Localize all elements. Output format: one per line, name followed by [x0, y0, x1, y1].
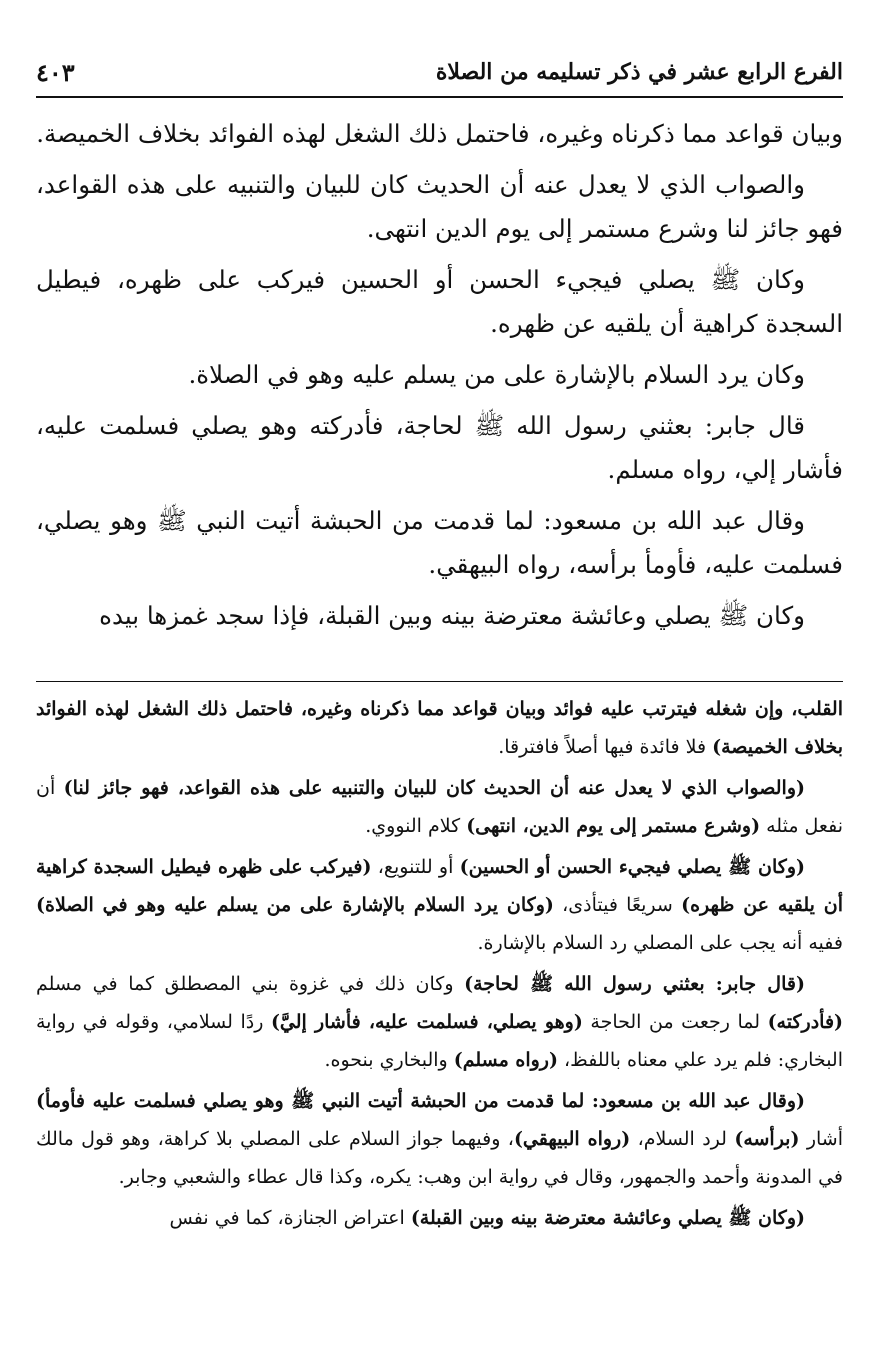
page-number: ٤٠٣ [36, 57, 75, 87]
main-paragraph: وبيان قواعد مما ذكرناه وغيره، فاحتمل ذلك الشغل لهذه الفوائد بخلاف الخميصة. [36, 119, 843, 148]
quoted-text: (وكان يرد السلام بالإشارة على من يسلم عليه وهو في الصلاة) [36, 894, 554, 916]
header-rule [36, 96, 843, 98]
quoted-text: (برأسه) [734, 1128, 800, 1150]
commentary-note: أو للتنويع، [371, 856, 460, 878]
commentary-note: أشار [799, 1128, 844, 1150]
quoted-text: (وكان ﷺ يصلي وعائشة معترضة بينه وبين القبلة) [410, 1207, 805, 1229]
main-paragraph: وكان يرد السلام بالإشارة على من يسلم عليه وهو في الصلاة. [188, 360, 805, 389]
quoted-text: القلب، وإن شغله فيترتب عليه فوائد وبيان قواعد مما ذكرناه وغيره، فاحتمل ذلك الشغل لهذه الفوائد بخلاف الخميصة) [36, 698, 843, 758]
commentary-note: لما رجعت من الحاجة [582, 1011, 768, 1033]
main-text [36, 112, 843, 645]
quoted-text: (قال جابر: بعثني رسول الله ﷺ لحاجة) [464, 973, 805, 995]
page-header [36, 52, 843, 92]
quoted-text: (وقال عبد الله بن مسعود: لما قدمت من الحبشة أتيت النبي ﷺ وهو يصلي فسلمت عليه فأومأ) [36, 1090, 805, 1112]
quoted-text: (فيركب على ظهره فيطيل السجدة كراهية أن يلقيه عن ظهره) [36, 856, 843, 916]
commentary-paragraph [36, 690, 843, 766]
commentary-text [36, 690, 843, 1240]
commentary-divider [36, 681, 843, 682]
main-paragraph: وقال عبد الله بن مسعود: لما قدمت من الحبشة أتيت النبي ﷺ وهو يصلي، فسلمت عليه، فأومأ برأسه، رواه البيهقي. [36, 506, 843, 579]
quoted-text: (رواه البيهقي) [513, 1128, 631, 1150]
quoted-text: (رواه مسلم) [453, 1049, 558, 1071]
commentary-note: أن نفعل مثله [36, 777, 843, 837]
quoted-text: (وهو يصلي، فسلمت عليه، فأشار إليَّ) [270, 1011, 583, 1033]
commentary-note: سريعًا فيتأذى، [553, 894, 682, 916]
running-title: الفرع الرابع عشر في ذكر تسليمه من الصلاة [435, 59, 843, 85]
main-paragraph: والصواب الذي لا يعدل عنه أن الحديث كان للبيان والتنبيه على هذه القواعد، فهو جائز لنا وشرع مستمر إلى يوم الدين انتهى. [36, 170, 843, 243]
commentary-paragraph [36, 769, 843, 845]
commentary-paragraph [36, 1082, 843, 1196]
commentary-note: اعتراض الجنازة، كما في نفس [169, 1207, 411, 1229]
commentary-note: كلام النووي. [365, 815, 467, 837]
commentary-note: ففيه أنه يجب على المصلي رد السلام بالإشارة. [477, 932, 843, 954]
commentary-note: والبخاري بنحوه. [324, 1049, 454, 1071]
commentary-paragraph [36, 965, 843, 1079]
commentary-note: لرد السلام، [630, 1128, 735, 1150]
quoted-text: (وكان ﷺ يصلي فيجيء الحسن أو الحسين) [459, 856, 805, 878]
main-paragraph: وكان ﷺ يصلي فيجيء الحسن أو الحسين فيركب على ظهره، فيطيل السجدة كراهية أن يلقيه عن ظهره. [36, 265, 843, 338]
quoted-text: (وشرع مستمر إلى يوم الدين، انتهى) [466, 815, 761, 837]
commentary-note: فلا فائدة فيها أصلاً فافترقا. [498, 736, 713, 758]
quoted-text: (والصواب الذي لا يعدل عنه أن الحديث كان للبيان والتنبيه على هذه القواعد، فهو جائز لنا) [63, 777, 805, 799]
commentary-paragraph [36, 1199, 843, 1237]
quoted-text: (فأدركته) [767, 1011, 844, 1033]
main-paragraph: قال جابر: بعثني رسول الله ﷺ لحاجة، فأدركته وهو يصلي فسلمت عليه، فأشار إلي، رواه مسلم. [36, 411, 843, 484]
commentary-paragraph [36, 848, 843, 962]
commentary-note: ردًا لسلامي، وقوله في رواية البخاري: فلم يرد علي معناه باللفظ، [36, 1011, 843, 1071]
commentary-note: ، وفيهما جواز السلام على المصلي بلا كراهة، وهو قول مالك في المدونة وأحمد والجمهور، وقال في رواية ابن وهب: يكره، وكذا قال عطاء والشعبي وجابر. [36, 1128, 843, 1188]
main-paragraph: وكان ﷺ يصلي وعائشة معترضة بينه وبين القبلة، فإذا سجد غمزها بيده [99, 601, 805, 630]
commentary-note: وكان ذلك في غزوة بني المصطلق كما في مسلم [36, 973, 465, 995]
